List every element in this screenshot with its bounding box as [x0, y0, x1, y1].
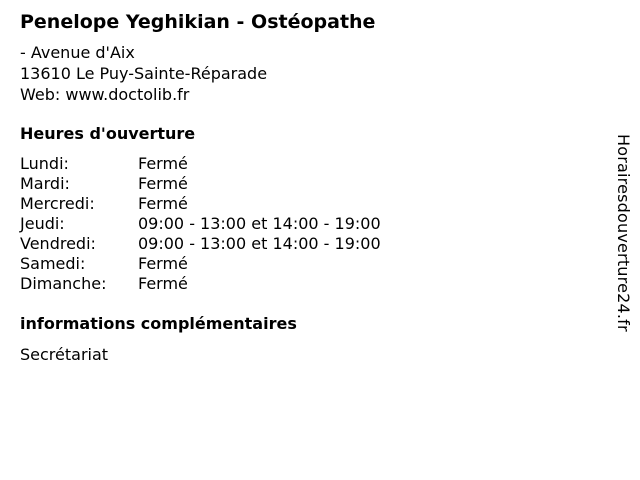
additional-info-heading: informations complémentaires	[20, 314, 297, 333]
hours-row-sunday	[20, 274, 440, 294]
hours-value: 09:00 - 13:00 et 14:00 - 19:00	[138, 214, 381, 233]
day-label: Lundi:	[20, 154, 69, 173]
address-street: - Avenue d'Aix	[20, 43, 135, 62]
day-label: Dimanche:	[20, 274, 107, 293]
day-label: Samedi:	[20, 254, 86, 273]
hours-row-wednesday	[20, 194, 440, 214]
hours-row-friday	[20, 234, 440, 254]
additional-info-text: Secrétariat	[20, 345, 109, 364]
address-city: 13610 Le Puy-Sainte-Réparade	[20, 64, 268, 83]
hours-row-tuesday	[20, 174, 440, 194]
hours-row-thursday	[20, 214, 440, 234]
hours-row-saturday	[20, 254, 440, 274]
hours-value: 09:00 - 13:00 et 14:00 - 19:00	[138, 234, 381, 253]
hours-row-monday	[20, 154, 440, 174]
hours-value: Fermé	[138, 274, 188, 293]
day-label: Mercredi:	[20, 194, 95, 213]
hours-value: Fermé	[138, 254, 188, 273]
page-title: Penelope Yeghikian - Ostéopathe	[20, 11, 376, 33]
hours-value: Fermé	[138, 194, 188, 213]
opening-hours-heading: Heures d'ouverture	[20, 124, 196, 143]
hours-value: Fermé	[138, 174, 188, 193]
day-label: Jeudi:	[20, 214, 65, 233]
hours-value: Fermé	[138, 154, 188, 173]
day-label: Mardi:	[20, 174, 70, 193]
day-label: Vendredi:	[20, 234, 96, 253]
website-line: Web: www.doctolib.fr	[20, 85, 190, 104]
opening-hours-list	[20, 154, 440, 294]
site-watermark: Horairesdouverture24.fr	[614, 134, 633, 332]
